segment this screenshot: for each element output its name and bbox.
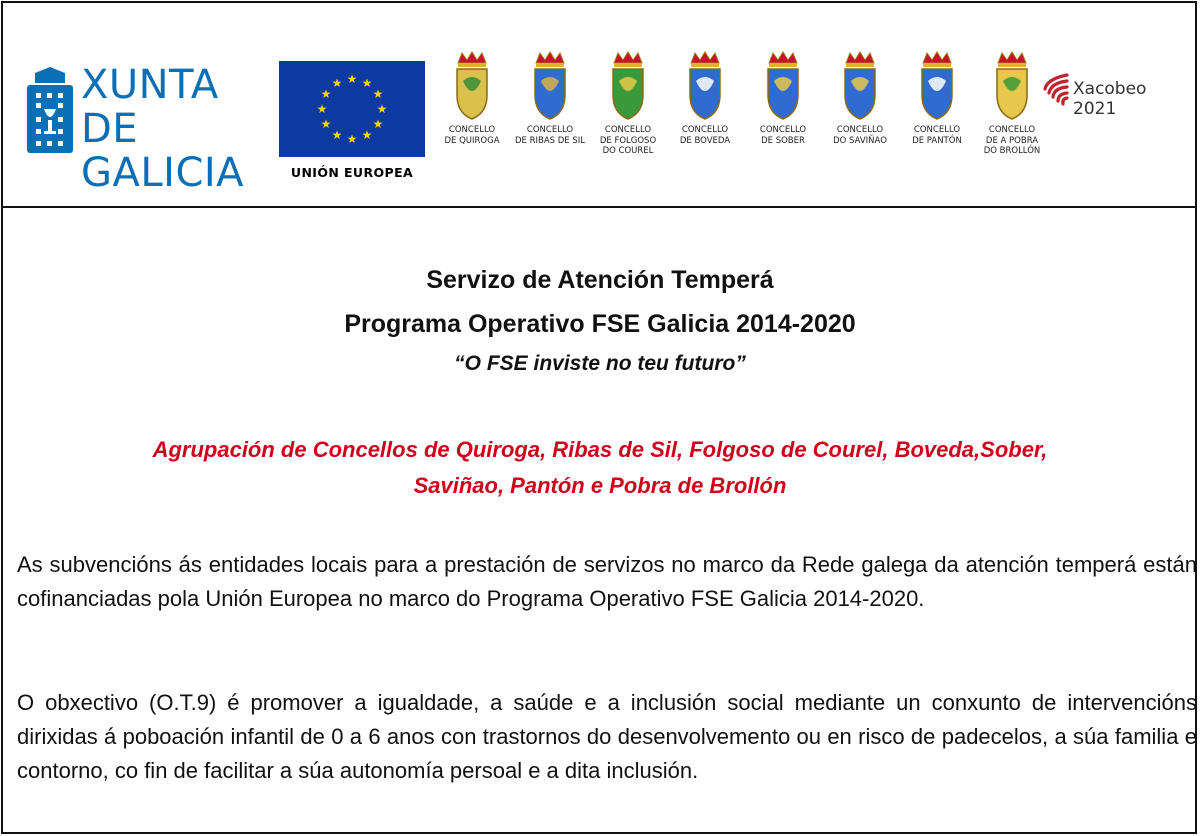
eu-star-icon: ★ [372, 117, 384, 131]
eu-flag-icon [279, 61, 425, 157]
eu-star-icon: ★ [331, 127, 343, 142]
concello-line3: DO BROLLÓN [983, 146, 1041, 156]
eu-label: UNIÓN EUROPEA [290, 165, 414, 180]
xunta-emblem-icon [25, 65, 75, 155]
xacobeo-logo [1041, 71, 1191, 119]
eu-star-icon: ★ [376, 102, 388, 116]
coat-of-arms-icon [685, 51, 725, 121]
coat-of-arms-icon [452, 51, 492, 121]
eu-star-icon: ★ [372, 87, 384, 101]
concello-line2: DO SAVIÑAO [833, 135, 887, 146]
concello-line1: CONCELLO [604, 125, 652, 135]
eu-logo [277, 61, 427, 183]
paragraph-objective: O obxectivo (O.T.9) é promover a igualdade, a saúde e a inclusión social mediante un conxunto de intervencións dirixidas á poboación infantil de 0 a 6 anos con trastornos do desenvolvemento ou en risco de padecelos, a súa familia e contorno, co fin de facilitar a súa autonomía persoal e a dita inclusión. [17, 690, 1197, 783]
concello-logo [743, 51, 823, 171]
eu-star-icon: ★ [346, 72, 358, 86]
coat-of-arms-icon [608, 51, 648, 121]
eu-star-icon: ★ [346, 132, 358, 146]
concello-line1: CONCELLO [988, 125, 1036, 135]
eu-star-icon: ★ [316, 102, 328, 116]
concello-logo [897, 51, 977, 171]
xunta-line2: DE GALICIA [81, 106, 245, 196]
coat-of-arms-icon [763, 51, 803, 121]
concello-line3: DO COUREL [602, 146, 654, 156]
coat-of-arms-icon [530, 51, 570, 121]
concello-logo [665, 51, 745, 171]
concello-line1: CONCELLO [836, 125, 884, 135]
xunta-line1: XUNTA [81, 62, 219, 108]
eu-star-icon: ★ [331, 76, 343, 91]
concello-line2: DE A POBRA [985, 135, 1039, 146]
eu-star-icon: ★ [361, 76, 373, 91]
concello-logo [820, 51, 900, 171]
concello-line2: DE BOVEDA [679, 135, 731, 146]
concello-line1: CONCELLO [913, 125, 961, 135]
paragraph-cofinancing: As subvencións ás entidades locais para a prestación de servizos no marco da Rede galega da atención temperá están cofinanciadas pola Unión Europea no marco do Programa Operativo FSE Galicia 2014-2020. [17, 552, 1197, 611]
concello-logo [432, 51, 512, 171]
concello-line2: DE QUIROGA [444, 135, 500, 146]
concello-line2: DE SOBER [761, 135, 805, 146]
eu-star-icon: ★ [361, 127, 373, 142]
concello-line2: DE RIBAS DE SIL [514, 135, 586, 146]
concello-line1: CONCELLO [526, 125, 574, 135]
xunta-logo [21, 62, 261, 196]
concello-logo [510, 51, 590, 171]
document-title: Servizo de Atención Temperá [426, 266, 774, 294]
concello-line2: DE PANTÓN [912, 135, 962, 146]
coat-of-arms-icon [992, 51, 1032, 121]
concello-logo [588, 51, 668, 171]
concello-line1: CONCELLO [681, 125, 729, 135]
concello-logo [972, 51, 1052, 171]
program-title: Programa Operativo FSE Galicia 2014-2020 [344, 310, 856, 338]
eu-star-icon: ★ [320, 117, 332, 131]
coat-of-arms-icon [917, 51, 957, 121]
logo-header [1, 1, 1197, 208]
concello-line1: CONCELLO [448, 125, 496, 135]
xacobeo-label: Xacobeo 2021 [1073, 79, 1147, 119]
eu-star-icon: ★ [320, 87, 332, 101]
agrupacion-line1: Agrupación de Concellos de Quiroga, Ribas de Sil, Folgoso de Courel, Boveda,Sober, [152, 437, 1048, 462]
concello-line2: DE FOLGOSO [599, 135, 657, 146]
slogan: “O FSE inviste no teu futuro” [454, 352, 746, 375]
agrupacion-line2: Saviñao, Pantón e Pobra de Brollón [413, 473, 787, 498]
coat-of-arms-icon [840, 51, 880, 121]
concello-line1: CONCELLO [759, 125, 807, 135]
xacobeo-scallop-icon [1041, 71, 1071, 107]
